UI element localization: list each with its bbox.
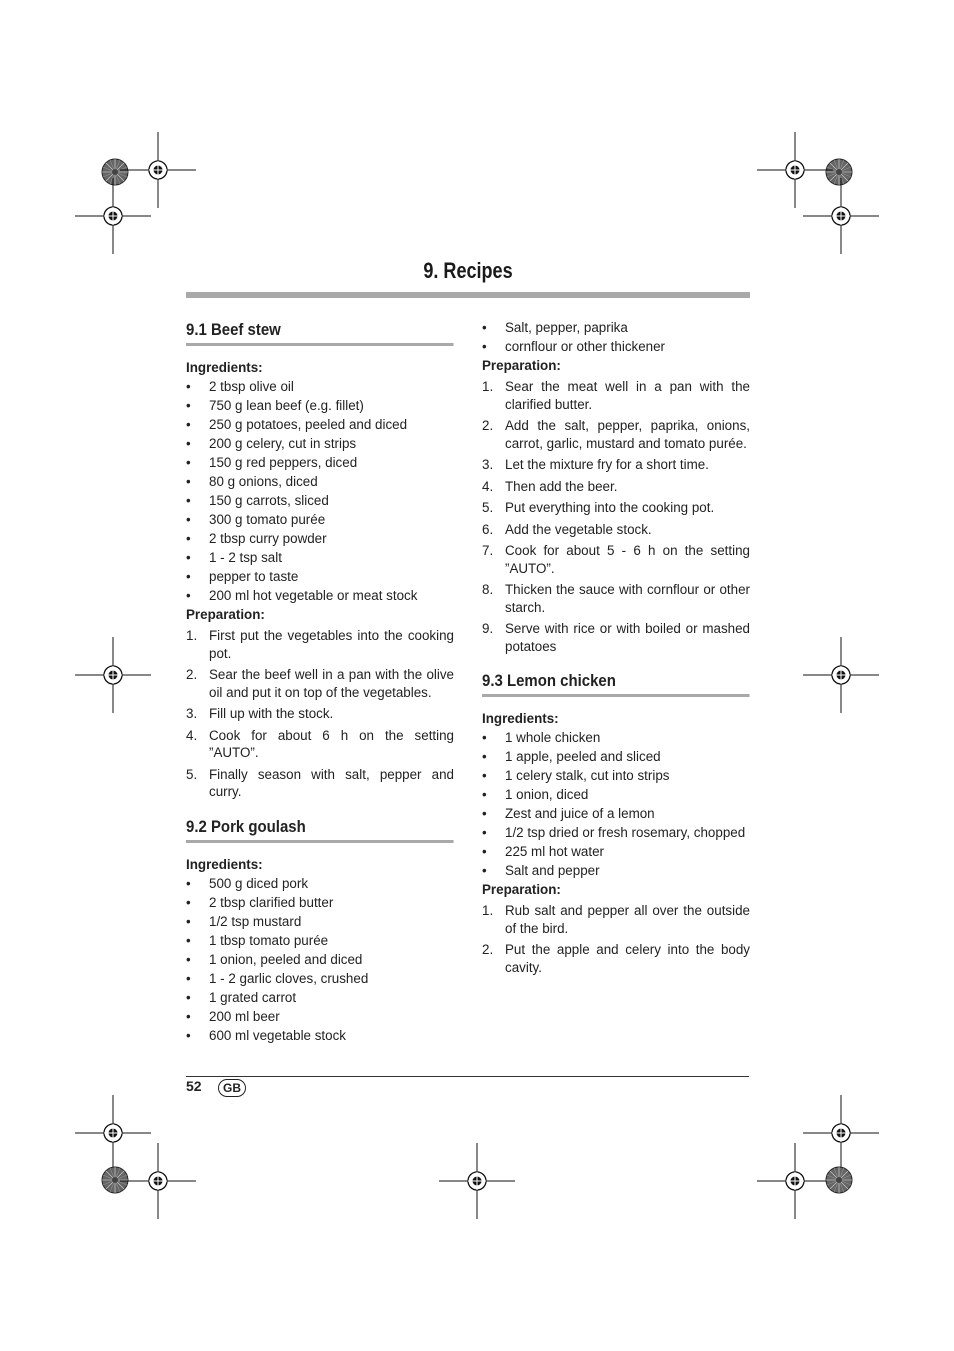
section-title-lemon-chicken: 9.3 Lemon chicken (482, 671, 750, 697)
ingredient-item: • 300 g tomato purée (186, 510, 454, 529)
title-rule (186, 292, 750, 298)
preparation-step: 5. Put everything into the cooking pot. (482, 500, 715, 515)
preparation-step: 1. Sear the meat well in a pan with the clarified butter. (482, 379, 750, 412)
page-number: 52 (186, 1078, 202, 1094)
ingredient-item: • 200 ml beer (186, 1007, 454, 1026)
ingredient-item: • 150 g carrots, sliced (186, 491, 454, 510)
country-badge: GB (218, 1079, 246, 1097)
preparation-list-lemon-chicken (482, 902, 750, 976)
ingredient-item: • 2 tbsp olive oil (186, 377, 454, 396)
ingredient-item: • 200 ml hot vegetable or meat stock (186, 586, 454, 605)
ingredient-item: • 1 grated carrot (186, 988, 454, 1007)
ingredient-item: • 1 apple, peeled and sliced (482, 747, 750, 766)
ingredients-label: Ingredients: (482, 711, 559, 726)
preparation-label: Preparation: (482, 358, 561, 373)
ingredient-item: • pepper to taste (186, 567, 454, 586)
preparation-list-pork-goulash (482, 378, 750, 655)
ingredients-label: Ingredients: (186, 360, 263, 375)
preparation-label: Preparation: (186, 607, 265, 622)
preparation-step: 2. Add the salt, pepper, paprika, onions, carrot, garlic, mustard and tomato purée. (482, 418, 750, 451)
preparation-step: 2. Sear the beef well in a pan with the olive oil and put it on top of the vegetables. (186, 667, 454, 700)
ingredient-item: • 200 g celery, cut in strips (186, 434, 454, 453)
ingredient-item: • Zest and juice of a lemon (482, 804, 750, 823)
ingredient-item: • 600 ml vegetable stock (186, 1026, 454, 1045)
preparation-list-beef-stew (186, 627, 454, 801)
ingredient-item: • 1 onion, peeled and diced (186, 950, 454, 969)
preparation-step: 3. Fill up with the stock. (186, 706, 334, 721)
ingredient-item: • 1 tbsp tomato purée (186, 931, 454, 950)
ingredient-item: • 1/2 tsp mustard (186, 912, 454, 931)
ingredient-item: • 1/2 tsp dried or fresh rosemary, chopped (482, 823, 750, 842)
section-title-beef-stew: 9.1 Beef stew (186, 320, 454, 346)
ingredients-list-lemon-chicken (482, 728, 750, 880)
preparation-step: 6. Add the vegetable stock. (482, 521, 652, 537)
preparation-label: Preparation: (482, 882, 561, 897)
ingredient-item: • cornflour or other thickener (482, 337, 750, 356)
ingredient-item: • 250 g potatoes, peeled and diced (186, 415, 454, 434)
preparation-step: 3. Let the mixture fry for a short time. (482, 457, 709, 472)
ingredient-item: • 750 g lean beef (e.g. fillet) (186, 396, 454, 415)
preparation-step: 1. Rub salt and pepper all over the outside of the bird. (482, 903, 750, 936)
preparation-step: 7. Cook for about 5 - 6 h on the setting ”AUTO”. (482, 543, 750, 576)
preparation-step: 8. Thicken the sauce with cornflour or other starch. (482, 582, 750, 615)
ingredient-item: • Salt and pepper (482, 861, 750, 880)
ingredients-list-pork-goulash (186, 874, 454, 1045)
page-title: 9. Recipes (423, 258, 513, 283)
right-column (482, 318, 750, 976)
preparation-step: 4. Cook for about 6 h on the setting ”AUTO”. (186, 727, 454, 760)
ingredient-item: • 2 tbsp curry powder (186, 529, 454, 548)
ingredients-list-beef-stew (186, 377, 454, 605)
preparation-step: 5. Finally season with salt, pepper and curry. (186, 766, 454, 799)
ingredients-list-pork-goulash-continued (482, 318, 750, 356)
left-column (186, 318, 454, 1045)
preparation-step: 1. First put the vegetables into the cooking pot. (186, 628, 454, 661)
section-title-pork-goulash: 9.2 Pork goulash (186, 817, 454, 843)
ingredient-item: • 1 celery stalk, cut into strips (482, 766, 750, 785)
ingredient-item: • 2 tbsp clarified butter (186, 893, 454, 912)
preparation-step: 9. Serve with rice or with boiled or mashed potatoes (482, 621, 750, 654)
ingredient-item: • 1 - 2 tsp salt (186, 548, 454, 567)
preparation-step: 2. Put the apple and celery into the body cavity. (482, 942, 750, 975)
ingredient-item: • 150 g red peppers, diced (186, 453, 454, 472)
ingredient-item: • 1 onion, diced (482, 785, 750, 804)
ingredient-item: • 225 ml hot water (482, 842, 750, 861)
footer-rule (186, 1076, 749, 1077)
preparation-step: 4. Then add the beer. (482, 478, 618, 494)
ingredient-item: • 1 - 2 garlic cloves, crushed (186, 969, 454, 988)
ingredients-label: Ingredients: (186, 856, 263, 872)
ingredient-item: • 80 g onions, diced (186, 472, 454, 491)
ingredient-item: • Salt, pepper, paprika (482, 318, 750, 337)
ingredient-item: • 500 g diced pork (186, 874, 454, 893)
ingredient-item: • 1 whole chicken (482, 728, 750, 747)
